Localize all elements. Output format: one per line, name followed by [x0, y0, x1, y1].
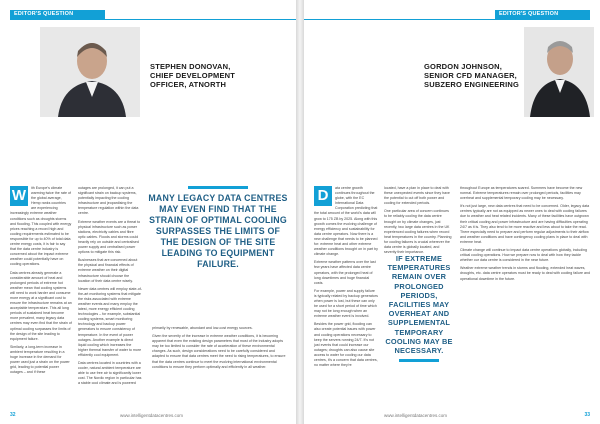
paragraph: Weather extreme weather trends in storms and flooding, extended heat waves, droughts, etc. data centre operators must be ready to deal with cooling failure and operational downtime in the future.	[460, 266, 591, 281]
paragraph: Data centres located in countries with a cooler, natural ambient temperature are able to use free air to significantly lower cost. The Nordic region in particular has a stable cool climate and is powered	[78, 361, 142, 386]
dropcap-right: D	[314, 186, 332, 206]
top-rule-left	[10, 19, 296, 20]
person-title-line-1: CHIEF DEVELOPMENT	[150, 71, 236, 80]
body-column-1-right	[314, 186, 378, 404]
paragraph: Climate change will continue to impact data centre operations globally, including critical cooling operations. How we prepare now to deal with how they tackle whether our data centre is considered in the near future.	[460, 248, 587, 263]
footer-url-left: www.intelligentdatacentres.com	[120, 413, 184, 418]
pull-quote-right	[384, 254, 454, 362]
body-column-3-right	[460, 186, 592, 404]
paragraph: Given the severity of the increase in extreme weather conditions, it is becoming apparent that even the existing design parameters that most of the industry adopts may be too limited to consider the rate of acceleration of these environmental changes. As such, design considerations need to be carefully considered and adapted to ensure that data centres meet the need to rising temperatures, to ensure that the data centres continue to meet the evolving international environmental conditions to ensure they perform optimally and efficiently in all weather.	[152, 334, 286, 369]
paragraph: outages are prolonged, it can put a significant strain on backup systems, potentially impacting the cooling infrastructure and jeopardising the temperature regulation within the data centre.	[78, 186, 139, 216]
pull-quote-left	[148, 186, 288, 270]
pull-quote-rule	[399, 359, 439, 362]
dropcap-left: W	[11, 187, 27, 204]
section-tag-right: EDITOR'S QUESTION	[495, 10, 590, 19]
section-tag-left: EDITOR'S QUESTION	[10, 10, 105, 19]
body-column-2-right	[384, 186, 452, 255]
body-column-2-left	[78, 186, 142, 404]
paragraph: ith Europe's climate warming twice the rate of the global average, Hemp ranks countries are experiencing increasingly extreme weather conditions such as droughts storms and flooding. This coupled with energy prices reaching a record high and cooling requirements estimated to be responsible for up to 40% of total data centre energy costs, it is fair to say that the data centre industry is concerned about the impact extreme weather could potentially have on cooling operations.	[10, 186, 72, 267]
portrait-photo-stephen	[40, 27, 140, 117]
paragraph: Besides the power grid, flooding can also create potential issues with power and cooling operations necessary to keep the servers running 24/7. It's not just events that could increase our outages; droughts can also cause site access to water for cooling our data centres, it's a concern that data centres, no matter where they're	[314, 322, 378, 368]
body-column-1-left	[10, 186, 72, 404]
person-name: GORDON JOHNSON,	[424, 62, 503, 71]
paragraph: It's not just large, new data centres that need to be concerned. Older, legacy data centres typically are not as equipped as newer ones to deal with cooling failures due to weather and heat related incidents. Many of these facilities have outgrown their critical cooling and power infrastructure and are having difficulties operating 24/7 as it is. They also tend to be more reactive and less about to take the read. There especially need to prepare and perform regular adjustments to their airflow and weather conditions and have contingency cooling plans in place to deal with extreme heat.	[460, 204, 590, 244]
spine-gutter	[296, 0, 304, 424]
pull-quote-text: IF EXTREME TEMPERATURES REMAIN OVER PROLONGED PERIODS, FACILITIES MAY OVERHEAT AND SUPPLEMENTAL TEMPORARY COOLING MAY BE NECESSARY.	[385, 254, 453, 356]
page-number-left: 32	[10, 412, 16, 418]
body-column-3-left	[152, 326, 288, 406]
pull-quote-text: MANY LEGACY DATA CENTRES MAY EVEN FIND THAT THE STRAIN OF OPTIMAL COOLING SURPASSES THE LIMITS OF THE DESIGN OF THE SITE LEADING TO EQUIPMENT FAILURE.	[148, 193, 288, 269]
paragraph: throughout Europe as temperatures soared. Summers have become the new normal. Extreme temperatures remain over prolonged periods, facilities may overheat and supplemental temporary cooling may be necessary.	[460, 186, 583, 201]
left-page	[0, 0, 296, 424]
paragraph: Extreme weather events are a threat to physical infrastructure such as power stations, electricity cables and fibre optic cables. Floods and storms could heavily rely on outside and centralised power supply and centralised power options to mitigate this risk.	[78, 219, 141, 255]
paragraph: Similarly, a long-term increase in ambient temperature resulting in a huge increase in the demand for power used just a strain on the power grid, leading to potential power outages – and if these	[10, 344, 70, 375]
paragraph: For example, power and supply failure is typically related by backup generators when power is lost, but these can only be used for a short period of time which may not be long enough when an extreme weather event is involved.	[314, 288, 378, 319]
paragraph: Newer data centres will employ state-of-the-art monitoring systems that mitigate the risks associated with extreme weather events and many employ the latest, more energy efficient cooling technologies – for example, substantial cooling systems, smart monitoring technology and backup power generators to ensure consistency of temperature. In the event of power outages. Another example is direct liquid cooling which increases the higher thermal transfer of water to more efficiently cool equipment.	[78, 286, 142, 357]
person-name: STEPHEN DONOVAN,	[150, 62, 231, 71]
right-page	[304, 0, 600, 424]
portrait-image	[524, 27, 594, 117]
portrait-image	[40, 27, 140, 117]
top-rule-right	[304, 19, 590, 20]
person-name-block-left	[150, 62, 290, 89]
paragraph: Data centres already generate a considerable amount of heat and prolonged periods of extreme hot weather mean that cooling systems will need to work harder and consume more energy at a significant cost to ensure the infrastructure remains at an acceptable temperature. This all long periods of sustained heat become more prevalent, many legacy data centres may even find that the strain of optimal cooling surpasses the limits of the design of the site leading to equipment failure.	[10, 270, 72, 341]
person-title-line-2: OFFICER, ATNORTH	[150, 80, 227, 89]
paragraph: ata centre growth continues throughout the globe, with the EC International Data Corporation predicting that the total amount of the world's data will grow to 175 ZB by 2025. Along with this growth comes the evolving challenge of energy efficiency and sustainability for data centre operators. Now there is a new challenge that needs to be planned for: extreme heat and other extreme weather conditions brought on in part by climate change.	[314, 186, 378, 257]
page-number-right: 33	[584, 412, 590, 418]
footer-url-right: www.intelligentdatacentres.com	[384, 413, 448, 418]
person-title-line-2: SUBZERO ENGINEERING	[424, 80, 520, 89]
paragraph: primarily by renewable, abundant and low-cost energy sources.	[152, 326, 253, 330]
paragraph: located, have a plan in place to deal with these unexpected events since they have the potential to cut off both power and cooling for extended periods.	[384, 186, 450, 206]
paragraph: Extreme weather patterns over the last few years have affected data centre operators, with the prolonged heat of long downtimes and huge financial costs.	[314, 260, 376, 285]
person-title-line-1: SENIOR CFD MANAGER,	[424, 71, 517, 80]
portrait-photo-gordon	[524, 27, 594, 117]
pull-quote-rule	[188, 186, 248, 189]
paragraph: Businesses that are concerned about the physical and financial effects of extreme weather on their digital infrastructure should choose the location of their data centre wisely.	[78, 258, 138, 283]
paragraph: One particular area of concern continues to be reliably cooling the data centre brought on by climate changes, just recently, two large data centres in the UK experienced cooling failures when record heat temperatures in the country. Planning for cooling failures is crucial wherever the data centre is globally located, and severity their importance.	[384, 209, 452, 255]
